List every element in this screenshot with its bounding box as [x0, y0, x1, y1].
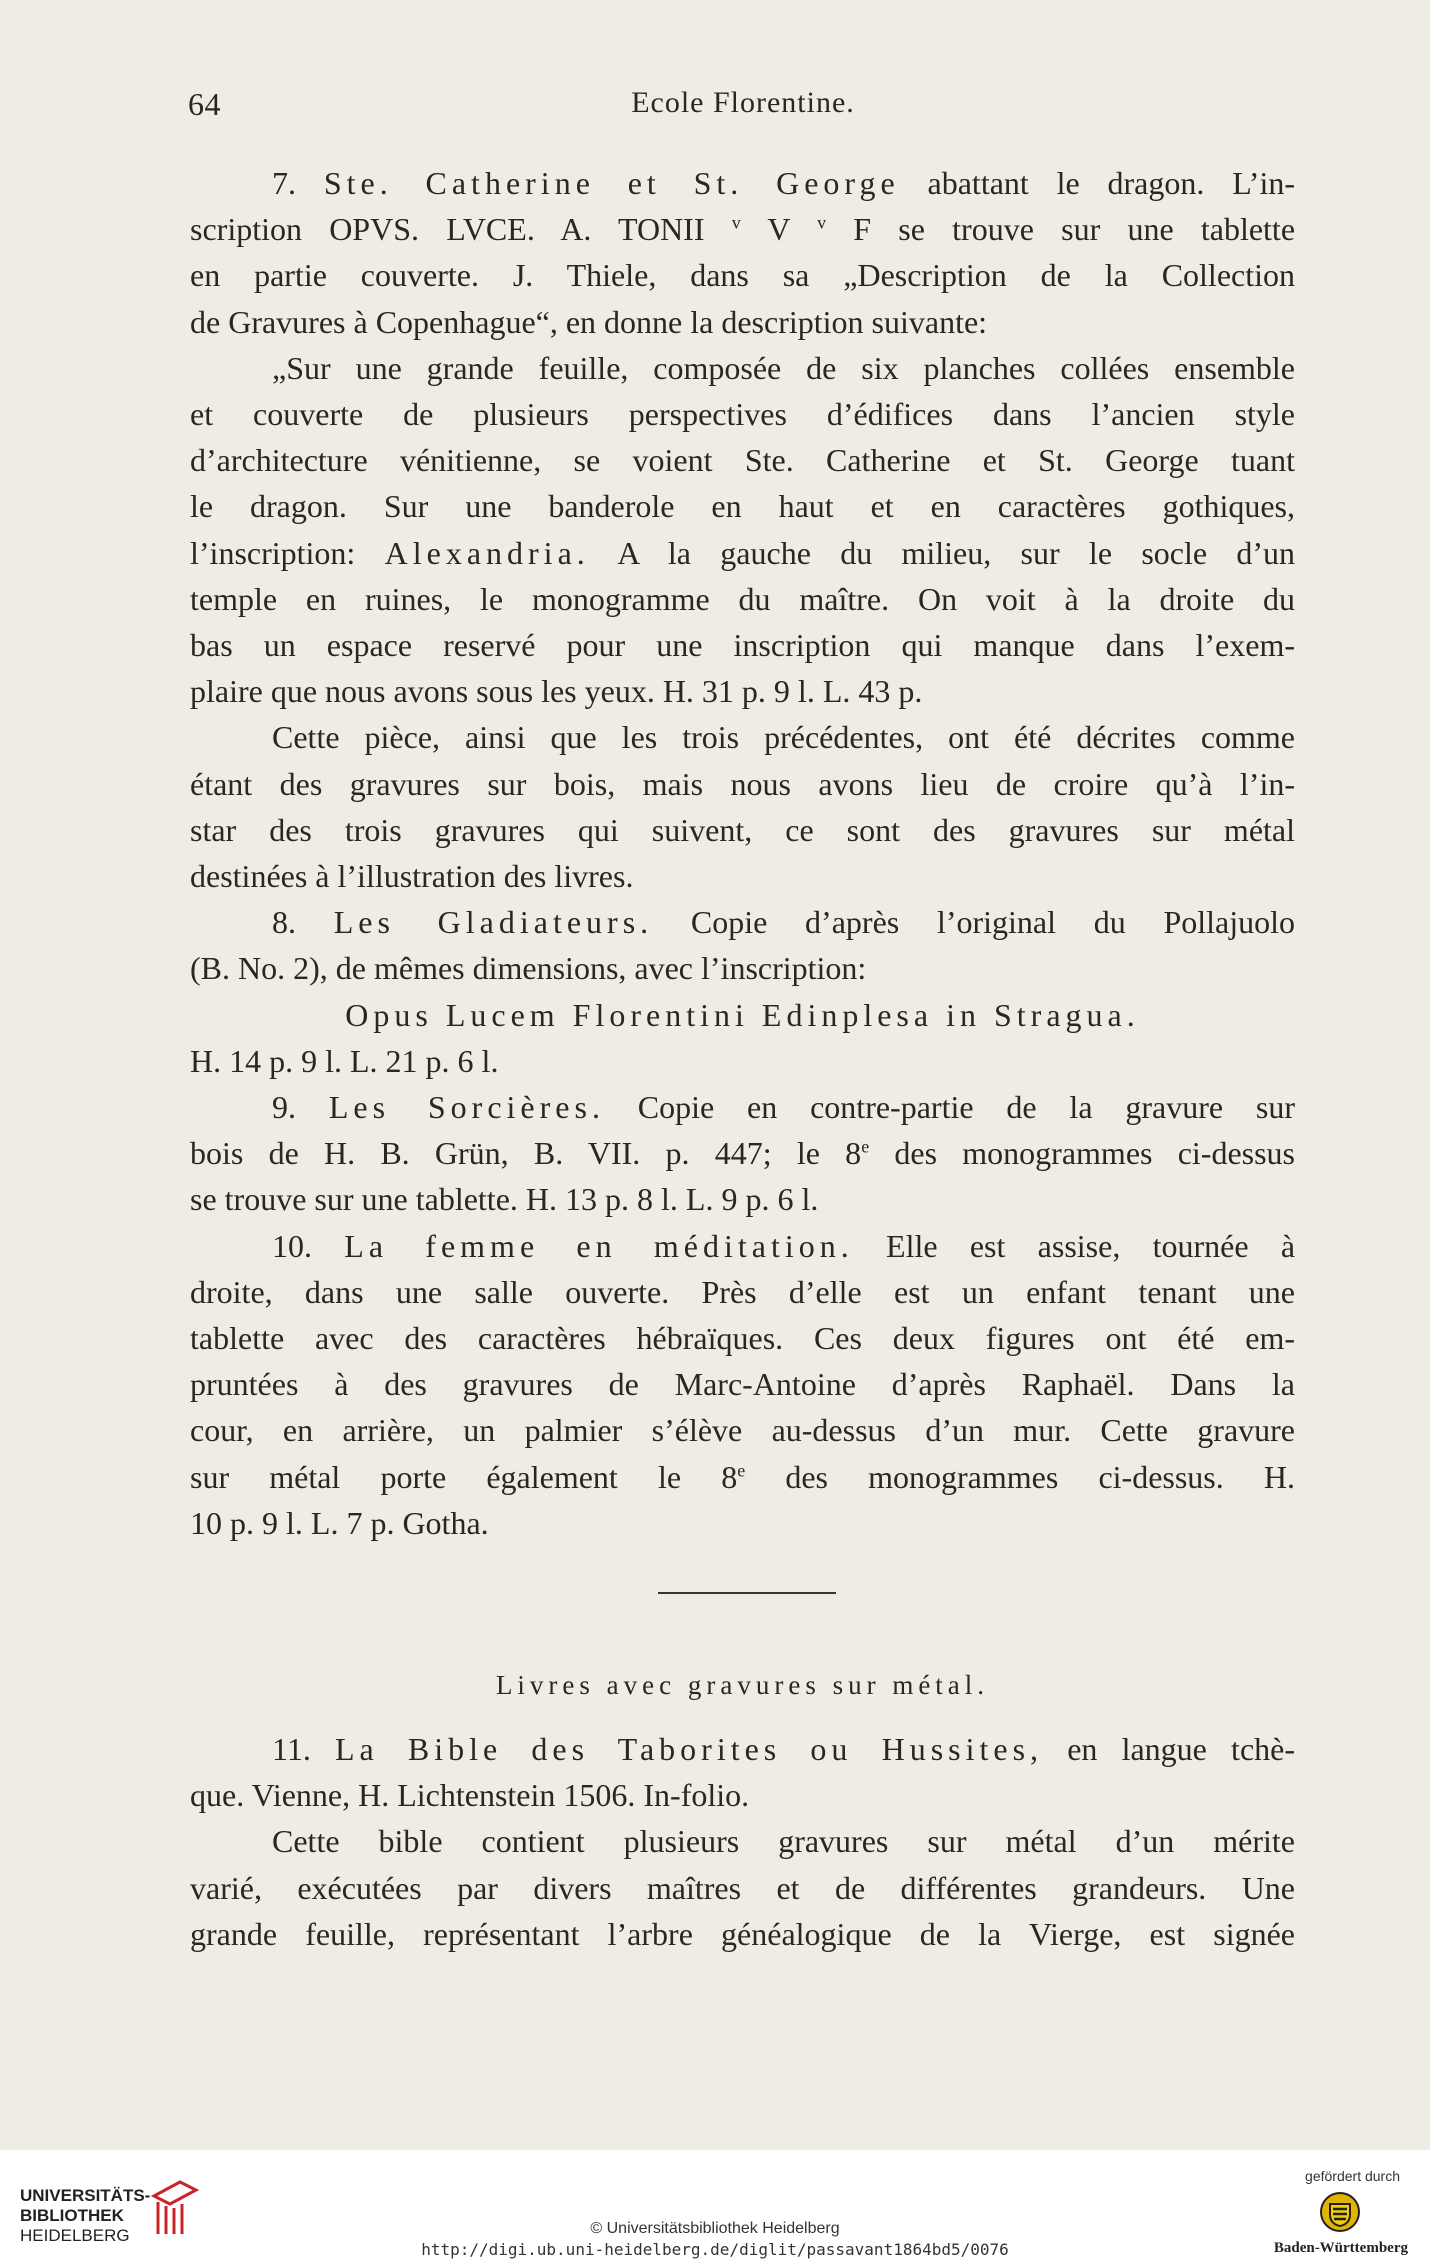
entry-title: Les Gladiateurs. [333, 904, 654, 941]
text-run: Copie d’après l’original du Pollajuolo [653, 904, 1296, 941]
entry-10-line: droite, dans une salle ouverte. Près d’elle est un enfant tenant une [190, 1273, 1295, 1310]
text-run: abattant le dragon. L’in- [899, 165, 1296, 201]
entry-8-inscription: Opus Lucem Florentini Edinplesa in Stragua. [345, 996, 1140, 1033]
entry-title: Les Sorcières. [328, 1089, 605, 1126]
entry-10-line: tablette avec des caractères hébraïques. Ces deux figures ont été em- [190, 1320, 1295, 1357]
entry-number: 7. [272, 165, 324, 201]
page-header [188, 80, 1298, 130]
entry-title: Ste. Catherine et St. George [323, 165, 900, 201]
text-run: en langue tchè- [1043, 1731, 1296, 1767]
superscript: e [861, 1136, 870, 1157]
text-run: Elle est assise, tournée à [853, 1227, 1296, 1264]
superscript: v [731, 212, 741, 233]
text-run: scription OPVS. LVCE. A. TONII [190, 211, 732, 248]
library-name-line: BIBLIOTHEK [20, 2206, 124, 2225]
entry-7-line [190, 206, 1295, 252]
entry-8-line: (B. No. 2), de mêmes dimensions, avec l’inscription: [190, 950, 867, 987]
entry-number: 10. [272, 1227, 345, 1264]
quote-line: „Sur une grande feuille, composée de six planches collées ensemble [272, 349, 1295, 386]
quote-line: et couverte de plusieurs perspectives d’édifices dans l’ancien style [190, 396, 1295, 433]
spaced-word: Alexandria. [384, 534, 590, 571]
entry-9-line: se trouve sur une tablette. H. 13 p. 8 l. L. 9 p. 6 l. [190, 1181, 819, 1218]
superscript: e [737, 1460, 746, 1481]
text-run: Copie en contre-partie de la gravure sur [604, 1089, 1296, 1126]
text-run: V [740, 211, 818, 248]
note-line: destinées à l’illustration des livres. [190, 858, 634, 895]
superscript: v [817, 212, 827, 233]
entry-10-line [190, 1454, 1295, 1500]
entry-title: La femme en méditation. [344, 1227, 854, 1264]
entry-number: 8. [272, 904, 334, 941]
entry-number: 11. [272, 1731, 335, 1767]
entry-8-dimensions: H. 14 p. 9 l. L. 21 p. 6 l. [190, 1042, 499, 1079]
section-text [190, 1726, 1295, 1957]
section-heading: Livres avec gravures sur métal. [495, 1670, 990, 1700]
note-line: Cette pièce, ainsi que les trois précédentes, ont été décrites comme [272, 719, 1295, 756]
state-coat-of-arms-icon [1318, 2190, 1362, 2234]
quote-line: plaire que nous avons sous les yeux. H. 31 p. 9 l. L. 43 p. [190, 673, 923, 710]
entry-9-line [190, 1130, 1295, 1176]
text-run: bois de H. B. Grün, B. VII. p. 447; le 8 [190, 1135, 862, 1172]
text-run: des monogrammes ci-dessus. H. [745, 1458, 1296, 1495]
section-divider [658, 1592, 836, 1594]
entry-7-line [190, 160, 1295, 206]
entry-10-line: pruntées à des gravures de Marc-Antoine d’après Raphaël. Dans la [190, 1366, 1295, 1403]
quote-line: d’architecture vénitienne, se voient Ste. Catherine et St. George tuant [190, 442, 1295, 479]
quote-line: le dragon. Sur une banderole en haut et en caractères gothiques, [190, 488, 1295, 525]
entry-number: 9. [272, 1089, 329, 1126]
entry-10-line [190, 1223, 1295, 1269]
entry-10-line: 10 p. 9 l. L. 7 p. Gotha. [190, 1504, 489, 1541]
quote-line: temple en ruines, le monogramme du maître. On voit à la droite du [190, 580, 1295, 617]
text-run: sur métal porte également le 8 [190, 1458, 738, 1495]
state-name: Baden-Württemberg [1273, 2240, 1408, 2256]
entry-11-line: que. Vienne, H. Lichtenstein 1506. In-folio. [190, 1777, 750, 1814]
main-text [190, 160, 1295, 1546]
quote-line [190, 530, 1295, 576]
entry-11-line: grande feuille, représentant l’arbre généalogique de la Vierge, est signée [190, 1915, 1295, 1952]
note-line: star des trois gravures qui suivent, ce sont des gravures sur métal [190, 811, 1295, 848]
entry-8-line [190, 899, 1295, 945]
text-run: A la gauche du milieu, sur le socle d’un [589, 534, 1296, 571]
text-run: des monogrammes ci-dessus [869, 1135, 1296, 1172]
funded-by-label: gefördert durch [1305, 2168, 1400, 2184]
digitization-footer [0, 2150, 1430, 2265]
entry-11-line [190, 1726, 1295, 1772]
entry-7-line: de Gravures à Copenhague“, en donne la description suivante: [190, 303, 988, 340]
entry-10-line: cour, en arrière, un palmier s’élève au-dessus d’un mur. Cette gravure [190, 1412, 1295, 1449]
entry-title: La Bible des Taborites ou Hussites, [334, 1731, 1044, 1767]
copyright-notice: © Universitätsbibliothek Heidelberg [590, 2220, 840, 2237]
entry-9-line [190, 1084, 1295, 1130]
quote-line: bas un espace reservé pour une inscription qui manque dans l’exem- [190, 627, 1295, 664]
library-name-line: UNIVERSITÄTS- [20, 2186, 151, 2205]
running-title: Ecole Florentine. [631, 86, 855, 119]
entry-11-line: varié, exécutées par divers maîtres et de différentes grandeurs. Une [190, 1869, 1295, 1906]
note-line: étant des gravures sur bois, mais nous avons lieu de croire qu’à l’in- [190, 765, 1295, 802]
text-run: l’inscription: [190, 534, 385, 571]
page-number: 64 [188, 86, 221, 122]
entry-11-line: Cette bible contient plusieurs gravures sur métal d’un mérite [272, 1823, 1295, 1860]
text-run: F se trouve sur une tablette [826, 211, 1296, 248]
library-city: HEIDELBERG [20, 2226, 130, 2245]
entry-7-line: en partie couverte. J. Thiele, dans sa „Description de la Collection [190, 257, 1295, 294]
source-url[interactable]: http://digi.ub.uni-heidelberg.de/diglit/passavant1864bd5/0076 [421, 2240, 1009, 2259]
